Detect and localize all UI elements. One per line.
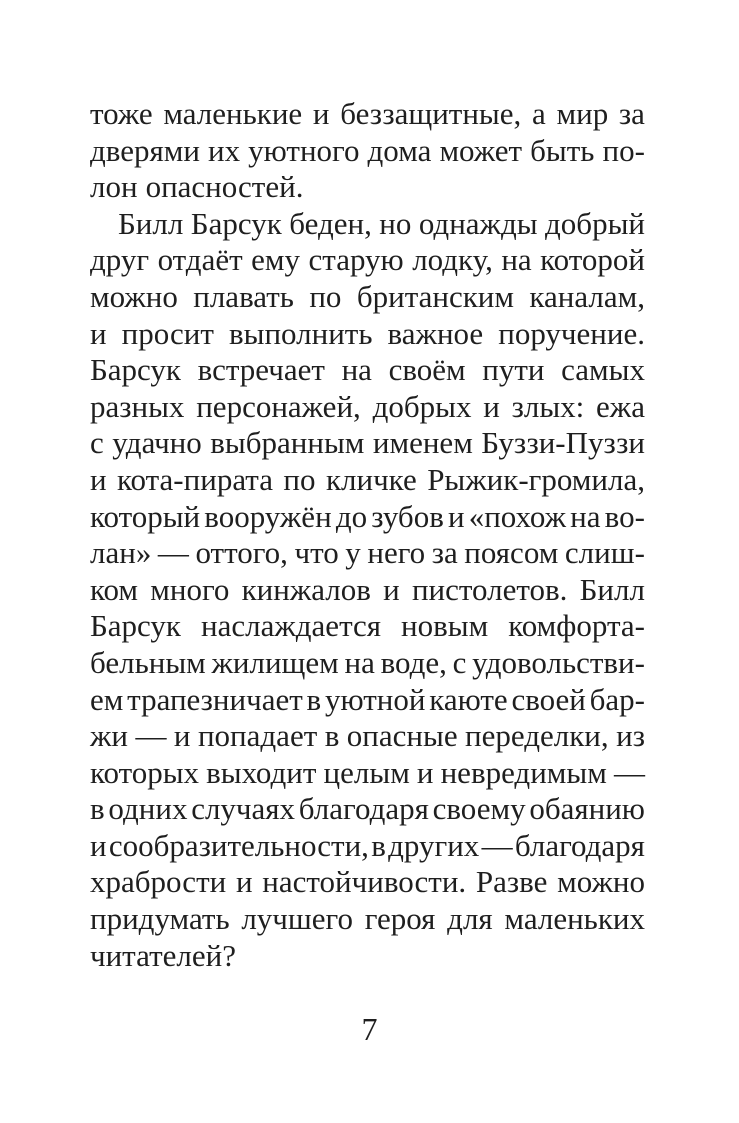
text-line (90, 425, 645, 462)
word: своём (388, 352, 466, 388)
word: бар- (589, 681, 645, 717)
text-line (90, 352, 645, 389)
word: — (613, 754, 645, 790)
word: по (309, 278, 342, 314)
word: друг (90, 242, 150, 278)
word: невредимым (440, 754, 607, 790)
word: выходит (206, 754, 317, 790)
text-line (90, 682, 645, 719)
page-number: 7 (361, 1011, 378, 1047)
word: беззащитные, (340, 96, 522, 131)
word: можно (557, 864, 645, 900)
word: удачно (112, 425, 202, 461)
word: своему (432, 791, 526, 827)
word: — (481, 827, 513, 863)
word: поручение. (498, 315, 645, 351)
text-line (90, 96, 645, 133)
word: героя (364, 901, 436, 937)
word: — (157, 535, 189, 571)
word: новым (401, 608, 489, 644)
word: одних (108, 791, 188, 827)
word: ежа (596, 388, 645, 424)
word: каналам, (529, 278, 645, 314)
word: до (335, 498, 368, 534)
word: их (208, 132, 241, 168)
word: плавать (193, 278, 294, 314)
text-line (90, 279, 645, 316)
word: благодаря (298, 791, 429, 827)
word: на (501, 242, 532, 278)
word: храбрости (90, 864, 227, 900)
text-line (90, 206, 645, 243)
word: Разве (475, 864, 548, 900)
word: оттого, (195, 535, 288, 571)
word: кличке (325, 461, 417, 497)
word: в (90, 791, 105, 827)
text-line (90, 938, 645, 975)
word: за (431, 535, 458, 571)
text-line (90, 169, 645, 206)
word: сообразительности, (108, 827, 369, 863)
word: опасностей. (145, 169, 304, 205)
word: переделки, (465, 718, 609, 754)
word: по- (602, 132, 645, 168)
word: Барсук (90, 352, 181, 388)
text-line (90, 901, 645, 938)
word: и (90, 827, 107, 863)
word: и (173, 718, 191, 754)
word: — (135, 718, 167, 754)
word: на (341, 352, 372, 388)
word: зубов (371, 498, 444, 534)
text-line (90, 755, 645, 792)
word: читателей? (90, 937, 236, 973)
word: наслаждается (201, 608, 382, 644)
word: добрый (545, 205, 645, 241)
word: быть (530, 132, 595, 168)
word: уютного (248, 132, 360, 168)
word: Билл (579, 571, 645, 607)
word: него (367, 535, 426, 571)
word: важное (387, 315, 484, 351)
word: лан» (90, 535, 152, 571)
word: целым (323, 754, 410, 790)
word: с (90, 425, 104, 461)
text-line (90, 572, 645, 609)
word: который (90, 498, 201, 534)
word: уютной (324, 681, 426, 717)
word: с (452, 644, 467, 680)
word: жи (90, 718, 129, 754)
word: и (235, 864, 253, 900)
word: именем (372, 425, 473, 461)
text-line (90, 242, 645, 279)
word: попадает (197, 718, 318, 754)
word: из (616, 718, 645, 754)
text-line (90, 645, 645, 682)
text-line (90, 389, 645, 426)
word: в (371, 827, 386, 863)
word: ему (251, 242, 301, 278)
word: обаянию (529, 791, 645, 827)
word: можно (90, 278, 178, 314)
word: на (570, 498, 601, 534)
word: лучшего (241, 901, 353, 937)
word: и (90, 461, 107, 497)
word: жилищем (211, 644, 339, 680)
word: маленьких (504, 901, 645, 937)
word: Буззи-Пуззи (481, 425, 645, 461)
word: опасные (346, 718, 458, 754)
word: и (312, 96, 330, 131)
word: во- (604, 498, 645, 534)
word: дверями (90, 132, 200, 168)
word: дома (367, 132, 432, 168)
word: на (344, 644, 375, 680)
text-line (90, 718, 645, 755)
text-line (90, 791, 645, 828)
word: поясом (464, 535, 559, 571)
word: Барсук (190, 205, 282, 241)
word: по (283, 461, 316, 497)
word: «похож (468, 498, 567, 534)
word: лон (90, 169, 138, 205)
word: воде, (380, 644, 447, 680)
word: но (379, 205, 412, 241)
word: выполнить (228, 315, 373, 351)
word: случаях (191, 791, 296, 827)
word: что (294, 535, 339, 571)
word: лодку, (412, 242, 493, 278)
word: персонажей, (196, 388, 361, 424)
word: придумать (90, 901, 230, 937)
word: выбранным (210, 425, 365, 461)
word: других (388, 827, 480, 863)
word: отдаёт (157, 242, 243, 278)
word: старую (308, 242, 404, 278)
word: для (447, 901, 493, 937)
word: и (90, 315, 107, 351)
text-line (90, 535, 645, 572)
word: благодаря (514, 827, 645, 863)
word: в (306, 681, 322, 717)
word: вооружён (204, 498, 332, 534)
text-line (90, 133, 645, 170)
word: Рыжик-громила, (427, 461, 645, 497)
word: злых: (511, 388, 585, 424)
word: маленькие (163, 96, 303, 131)
word: которых (90, 754, 200, 790)
word: кинжалов (241, 571, 371, 607)
text-line (90, 462, 645, 499)
word: кота-пирата (117, 461, 273, 497)
word: разных (90, 388, 185, 424)
word: ком (90, 571, 139, 607)
word: может (439, 132, 523, 168)
word: беден, (289, 205, 372, 241)
word: однажды (418, 205, 538, 241)
word: Барсук (90, 608, 181, 644)
text-line (90, 608, 645, 645)
word: своей (511, 681, 586, 717)
word: просит (121, 315, 214, 351)
word: встречает (197, 352, 325, 388)
word: Билл (118, 205, 184, 241)
word: британским (356, 278, 514, 314)
word: и (483, 388, 500, 424)
text-block (90, 96, 645, 974)
word: добрых (372, 388, 472, 424)
word: у (345, 535, 361, 571)
word: настойчивости. (262, 864, 467, 900)
word: которой (540, 242, 645, 278)
word: пистолетов. (411, 571, 568, 607)
word: много (150, 571, 230, 607)
word: слиш- (564, 535, 645, 571)
word: самых (561, 352, 645, 388)
text-line (90, 864, 645, 901)
word: за (618, 96, 645, 131)
text-line (90, 316, 645, 353)
text-line (90, 828, 645, 865)
word: трапезничает (127, 681, 303, 717)
text-line (90, 499, 645, 536)
word: бельным (90, 644, 206, 680)
word: каюте (429, 681, 508, 717)
word: и (447, 498, 465, 534)
word: в (324, 718, 340, 754)
word: тоже (90, 96, 153, 131)
word: ем (90, 681, 124, 717)
word: комфорта- (508, 608, 645, 644)
word: пути (482, 352, 545, 388)
word: а (532, 96, 546, 131)
word: и (383, 571, 400, 607)
word: мир (556, 96, 609, 131)
word: удовольстви- (472, 644, 645, 680)
word: и (416, 754, 434, 790)
